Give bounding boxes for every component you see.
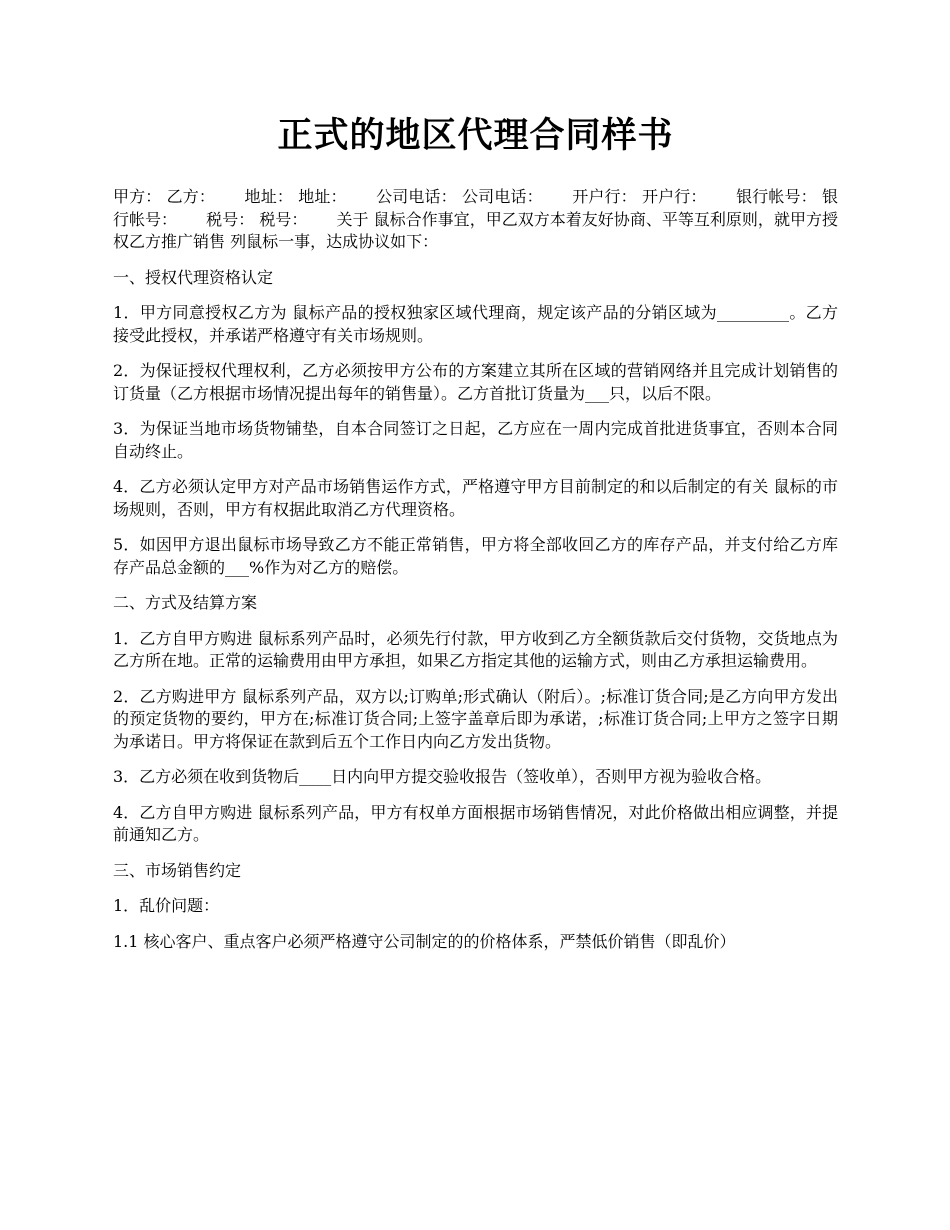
intro-paragraph: 甲方： 乙方： 地址： 地址： 公司电话： 公司电话： 开户行： 开户行： 银行帐号： 银行帐号： 税号： 税号： 关于 鼠标合作事宜，甲乙双方本着友好协商、平等互利原则，就甲方授权乙方推广销售 列鼠标一事，达成协议如下： [113,187,838,251]
clause-3-1: 1．乱价问题： [113,896,220,915]
clause-1-5: 5．如因甲方退出鼠标市场导致乙方不能正常销售，甲方将全部收回乙方的库存产品，并支付给乙方库存产品总金额的___%作为对乙方的赔偿。 [113,535,838,577]
clause-2-1: 1．乙方自甲方购进 鼠标系列产品时，必须先行付款，甲方收到乙方全额货款后交付货物，交货地点为乙方所在地。正常的运输费用由甲方承担，如果乙方指定其他的运输方式，则由乙方承担运输费用。 [113,628,838,670]
clause-1-3: 3．为保证当地市场货物铺垫，自本合同签订之日起，乙方应在一周内完成首批进货事宜，否则本合同自动终止。 [113,419,838,461]
clause-2-4: 4．乙方自甲方购进 鼠标系列产品，甲方有权单方面根据市场销售情况，对此价格做出相应调整，并提前通知乙方。 [113,802,838,844]
section-heading-1: 一、授权代理资格认定 [113,267,274,287]
document-title: 正式的地区代理合同样书 [277,115,674,156]
section-heading-2: 二、方式及结算方案 [113,593,258,612]
clause-2-2: 2．乙方购进甲方 鼠标系列产品，双方以;订购单;形式确认（附后）。;标准订货合同;是乙方向甲方发出的预定货物的要约，甲方在;标准订货合同;上签字盖章后即为承诺，;标准订货合同;上甲方之签字日期为承诺日。甲方将保证在款到后五个工作日内向乙方发出货物。 [113,686,838,751]
clause-3-1-1: 1.1 核心客户、重点客户必须严格遵守公司制定的的价格体系，严禁低价销售（即乱价） [113,931,736,951]
clause-1-1: 1．甲方同意授权乙方为 鼠标产品的授权独家区域代理商，规定该产品的分销区域为_________。乙方接受此授权，并承诺严格遵守有关市场规则。 [113,303,838,345]
clause-1-2: 2．为保证授权代理权利，乙方必须按甲方公布的方案建立其所在区域的营销网络并且完成计划销售的订货量（乙方根据市场情况提出每年的销售量）。乙方首批订货量为___只，以后不限。 [113,361,838,403]
section-heading-3: 三、市场销售约定 [113,860,242,880]
clause-1-4: 4．乙方必须认定甲方对产品市场销售运作方式，严格遵守甲方目前制定的和以后制定的有关 鼠标的市场规则，否则，甲方有权据此取消乙方代理资格。 [113,477,838,519]
clause-2-3: 3．乙方必须在收到货物后____日内向甲方提交验收报告（签收单），否则甲方视为验收合格。 [113,767,772,786]
